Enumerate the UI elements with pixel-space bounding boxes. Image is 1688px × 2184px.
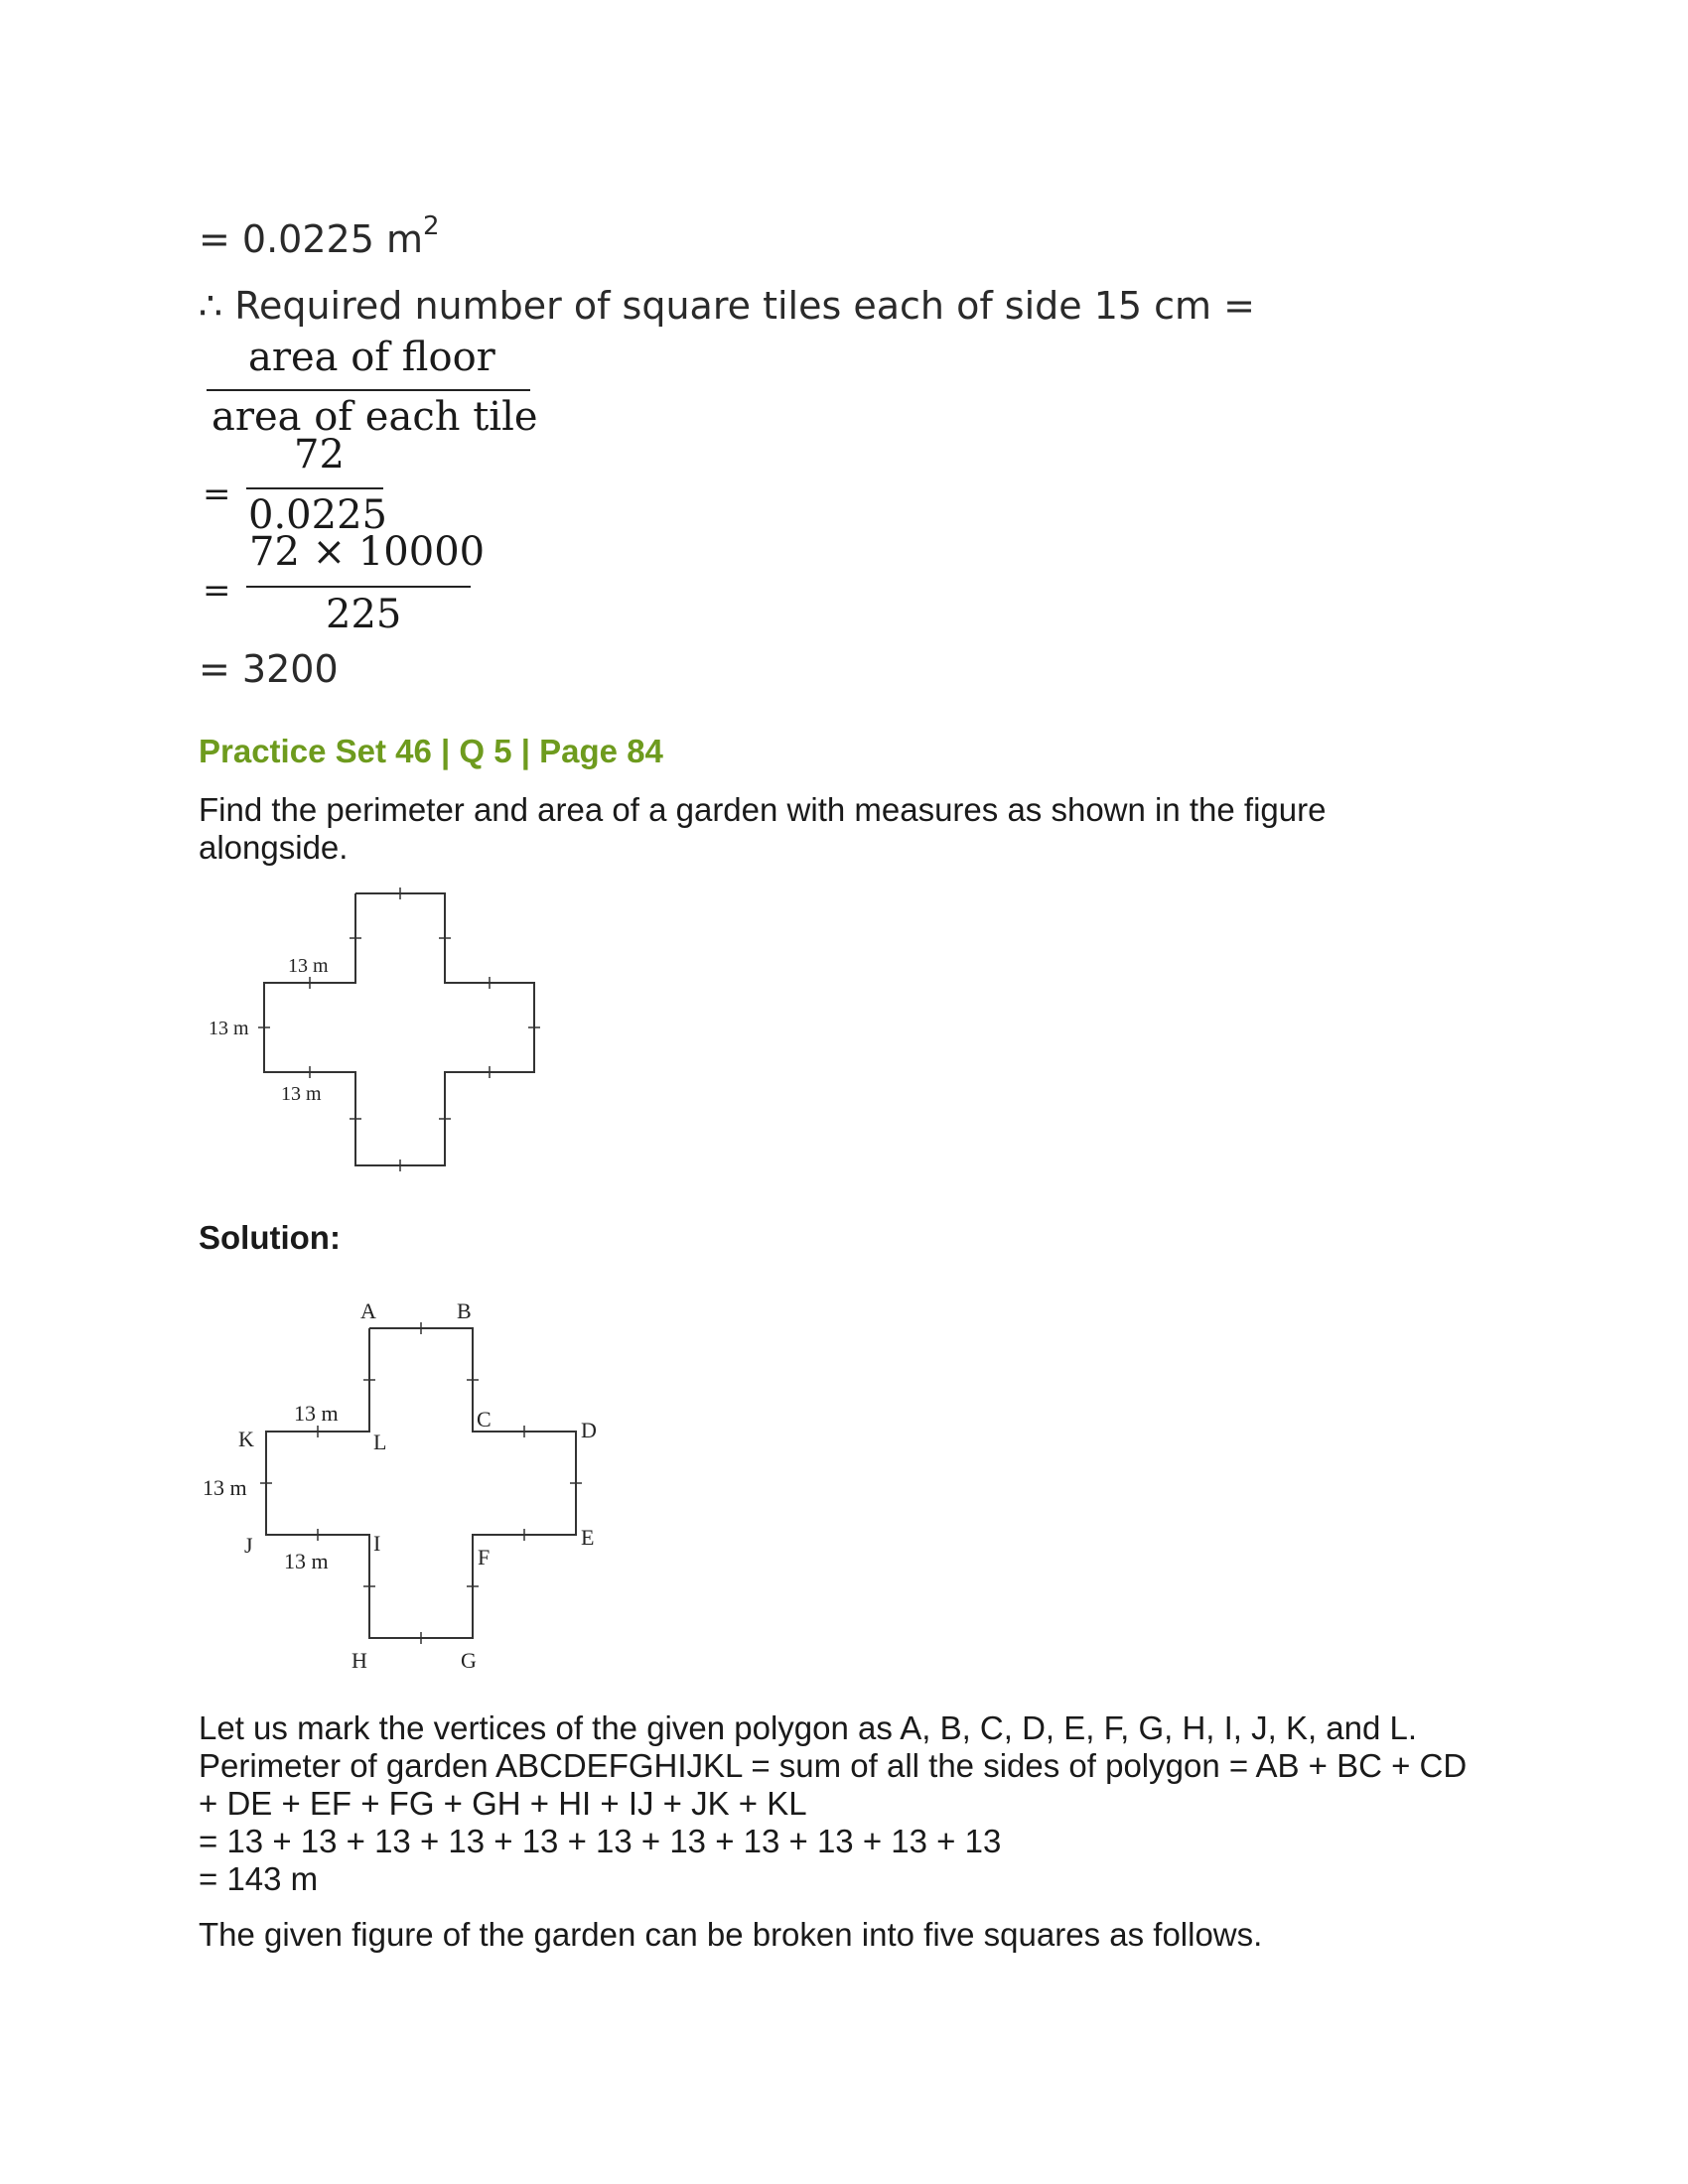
question-text-line-1: Find the perimeter and area of a garden with measures as shown in the figure [199, 791, 1327, 828]
label-13m-top: 13 m [288, 955, 329, 977]
vertex-E: E [581, 1525, 595, 1550]
vertex-D: D [581, 1418, 597, 1442]
equals-sign: = [203, 475, 231, 514]
equals-sign: = [203, 571, 231, 611]
vertex-H: H [352, 1648, 367, 1673]
fraction-denominator: area of each tile [211, 394, 538, 440]
vertex-L: L [373, 1430, 387, 1454]
question-heading: Practice Set 46 | Q 5 | Page 84 [199, 733, 663, 769]
equation-text: = 0.0225 m [199, 217, 423, 261]
answer-line-6: The given figure of the garden can be broken into five squares as follows. [199, 1916, 1263, 1953]
garden-figure [199, 884, 556, 1181]
tick-marks [260, 1322, 582, 1644]
label-13m-bottom: 13 m [284, 1549, 329, 1573]
cross-polygon [264, 893, 534, 1165]
fraction-bar [246, 586, 471, 588]
vertex-I: I [373, 1531, 381, 1556]
labelled-garden-figure [199, 1291, 616, 1678]
therefore-statement: ∴ Required number of square tiles each of side 15 cm = [199, 284, 1255, 328]
tick-marks [258, 887, 540, 1171]
label-13m-bottom: 13 m [281, 1083, 322, 1105]
answer-line-1: Let us mark the vertices of the given polygon as A, B, C, D, E, F, G, H, I, J, K, and L. [199, 1709, 1418, 1746]
vertex-C: C [477, 1407, 492, 1432]
vertex-K: K [238, 1427, 254, 1451]
superscript: 2 [422, 211, 440, 241]
vertex-J: J [244, 1533, 253, 1558]
fraction-bar [246, 487, 383, 489]
vertex-B: B [457, 1298, 472, 1323]
vertex-A: A [360, 1298, 376, 1323]
label-13m-left: 13 m [209, 1018, 249, 1039]
vertex-G: G [461, 1648, 477, 1673]
answer-line-5: = 143 m [199, 1860, 319, 1897]
cross-polygon [266, 1328, 576, 1638]
solution-heading: Solution: [199, 1219, 341, 1256]
label-13m-left: 13 m [203, 1475, 247, 1500]
fraction-numerator: area of floor [248, 335, 495, 380]
vertex-F: F [478, 1545, 491, 1570]
answer-line-2: Perimeter of garden ABCDEFGHIJKL = sum of all the sides of polygon = AB + BC + CD [199, 1747, 1468, 1784]
question-text-line-2: alongside. [199, 829, 349, 866]
answer-line-3: + DE + EF + FG + GH + HI + IJ + JK + KL [199, 1785, 807, 1822]
fraction-numerator: 72 [294, 432, 345, 478]
fraction-denominator: 225 [326, 592, 402, 637]
fraction-numerator: 72 × 10000 [249, 529, 486, 575]
fraction-denominator: 0.0225 [248, 492, 387, 538]
label-13m-top: 13 m [294, 1401, 339, 1426]
fraction-bar [207, 389, 530, 391]
answer-line-4: = 13 + 13 + 13 + 13 + 13 + 13 + 13 + 13 + 13 + 13 + 13 [199, 1823, 1002, 1859]
equation-area-of-tile [199, 211, 440, 261]
result-equation: = 3200 [199, 647, 339, 691]
